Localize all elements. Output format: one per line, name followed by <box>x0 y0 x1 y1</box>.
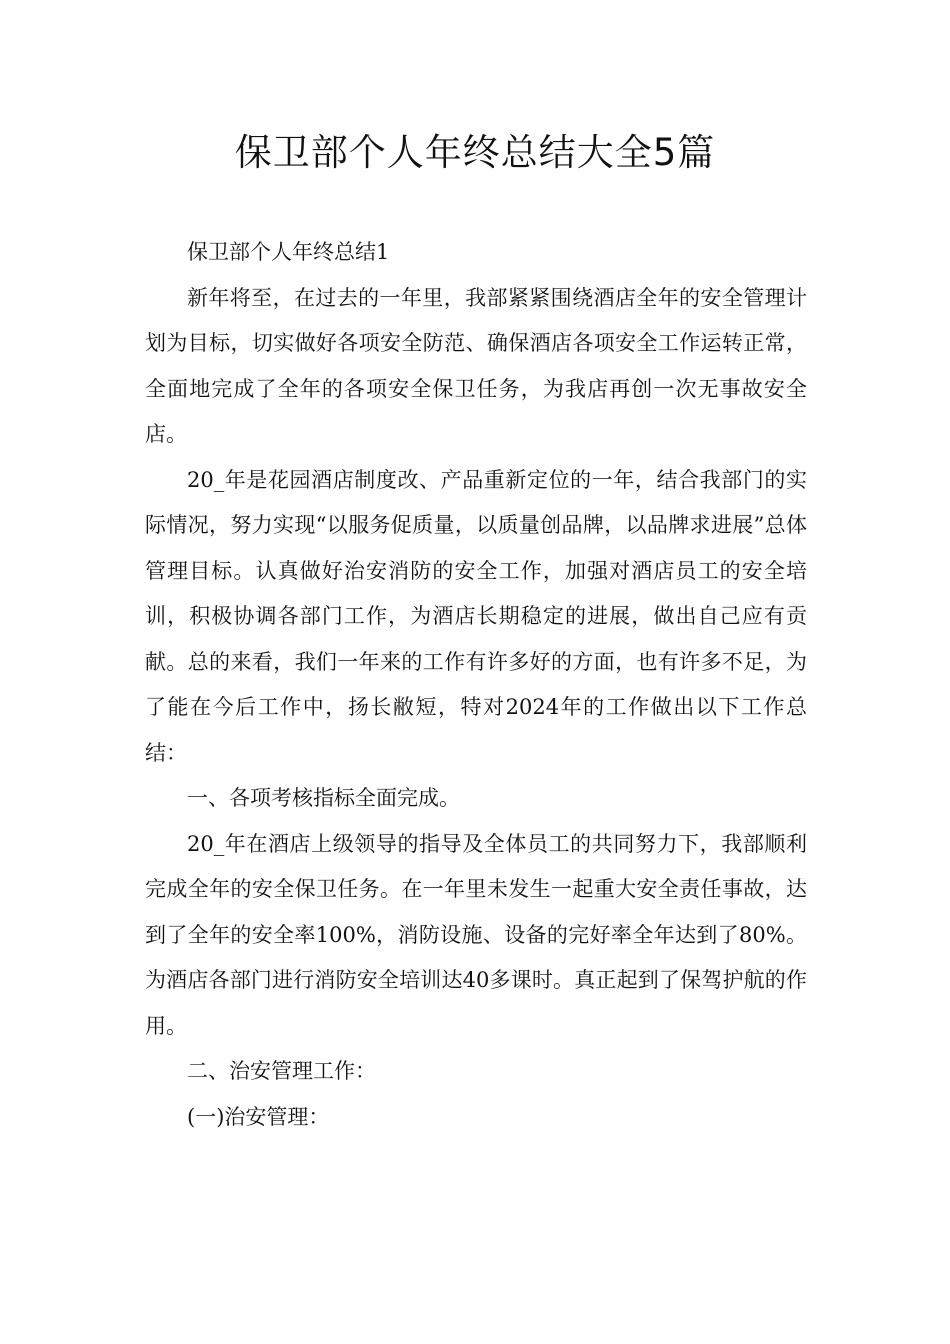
document-body <box>145 230 807 1140</box>
document-title: 保卫部个人年终总结大全5篇 <box>234 131 716 174</box>
body-paragraph: 新年将至，在过去的一年里，我部紧紧围绕酒店全年的安全管理计划为目标，切实做好各项安全防范、确保酒店各项安全工作运转正常，全面地完成了全年的各项安全保卫任务，为我店再创一次无事故安全店。 <box>145 285 807 446</box>
section-heading: 二、治安管理工作： <box>187 1059 376 1083</box>
section-heading: 保卫部个人年终总结1 <box>187 240 390 264</box>
body-paragraph: 20_年是花园酒店制度改、产品重新定位的一年，结合我部门的实际情况，努力实现“以服务促质量，以质量创品牌，以品牌求进展”总体管理目标。认真做好治安消防的安全工作，加强对酒店员工的安全培训，积极协调各部门工作，为酒店长期稳定的进展，做出自己应有贡献。总的来看，我们一年来的工作有许多好的方面，也有许多不足，为了能在今后工作中，扬长敝短，特对2024年的工作做出以下工作总结： <box>145 467 807 765</box>
body-paragraph: 20_年在酒店上级领导的指导及全体员工的共同努力下，我部顺利完成全年的安全保卫任务。在一年里未发生一起重大安全责任事故，达到了全年的安全率100%，消防设施、设备的完好率全年达到了80%。为酒店各部门进行消防安全培训达40多课时。真正起到了保驾护航的作用。 <box>145 831 807 1038</box>
subsection-heading: (一)治安管理： <box>187 1104 330 1129</box>
section-heading: 一、各项考核指标全面完成。 <box>187 786 460 810</box>
